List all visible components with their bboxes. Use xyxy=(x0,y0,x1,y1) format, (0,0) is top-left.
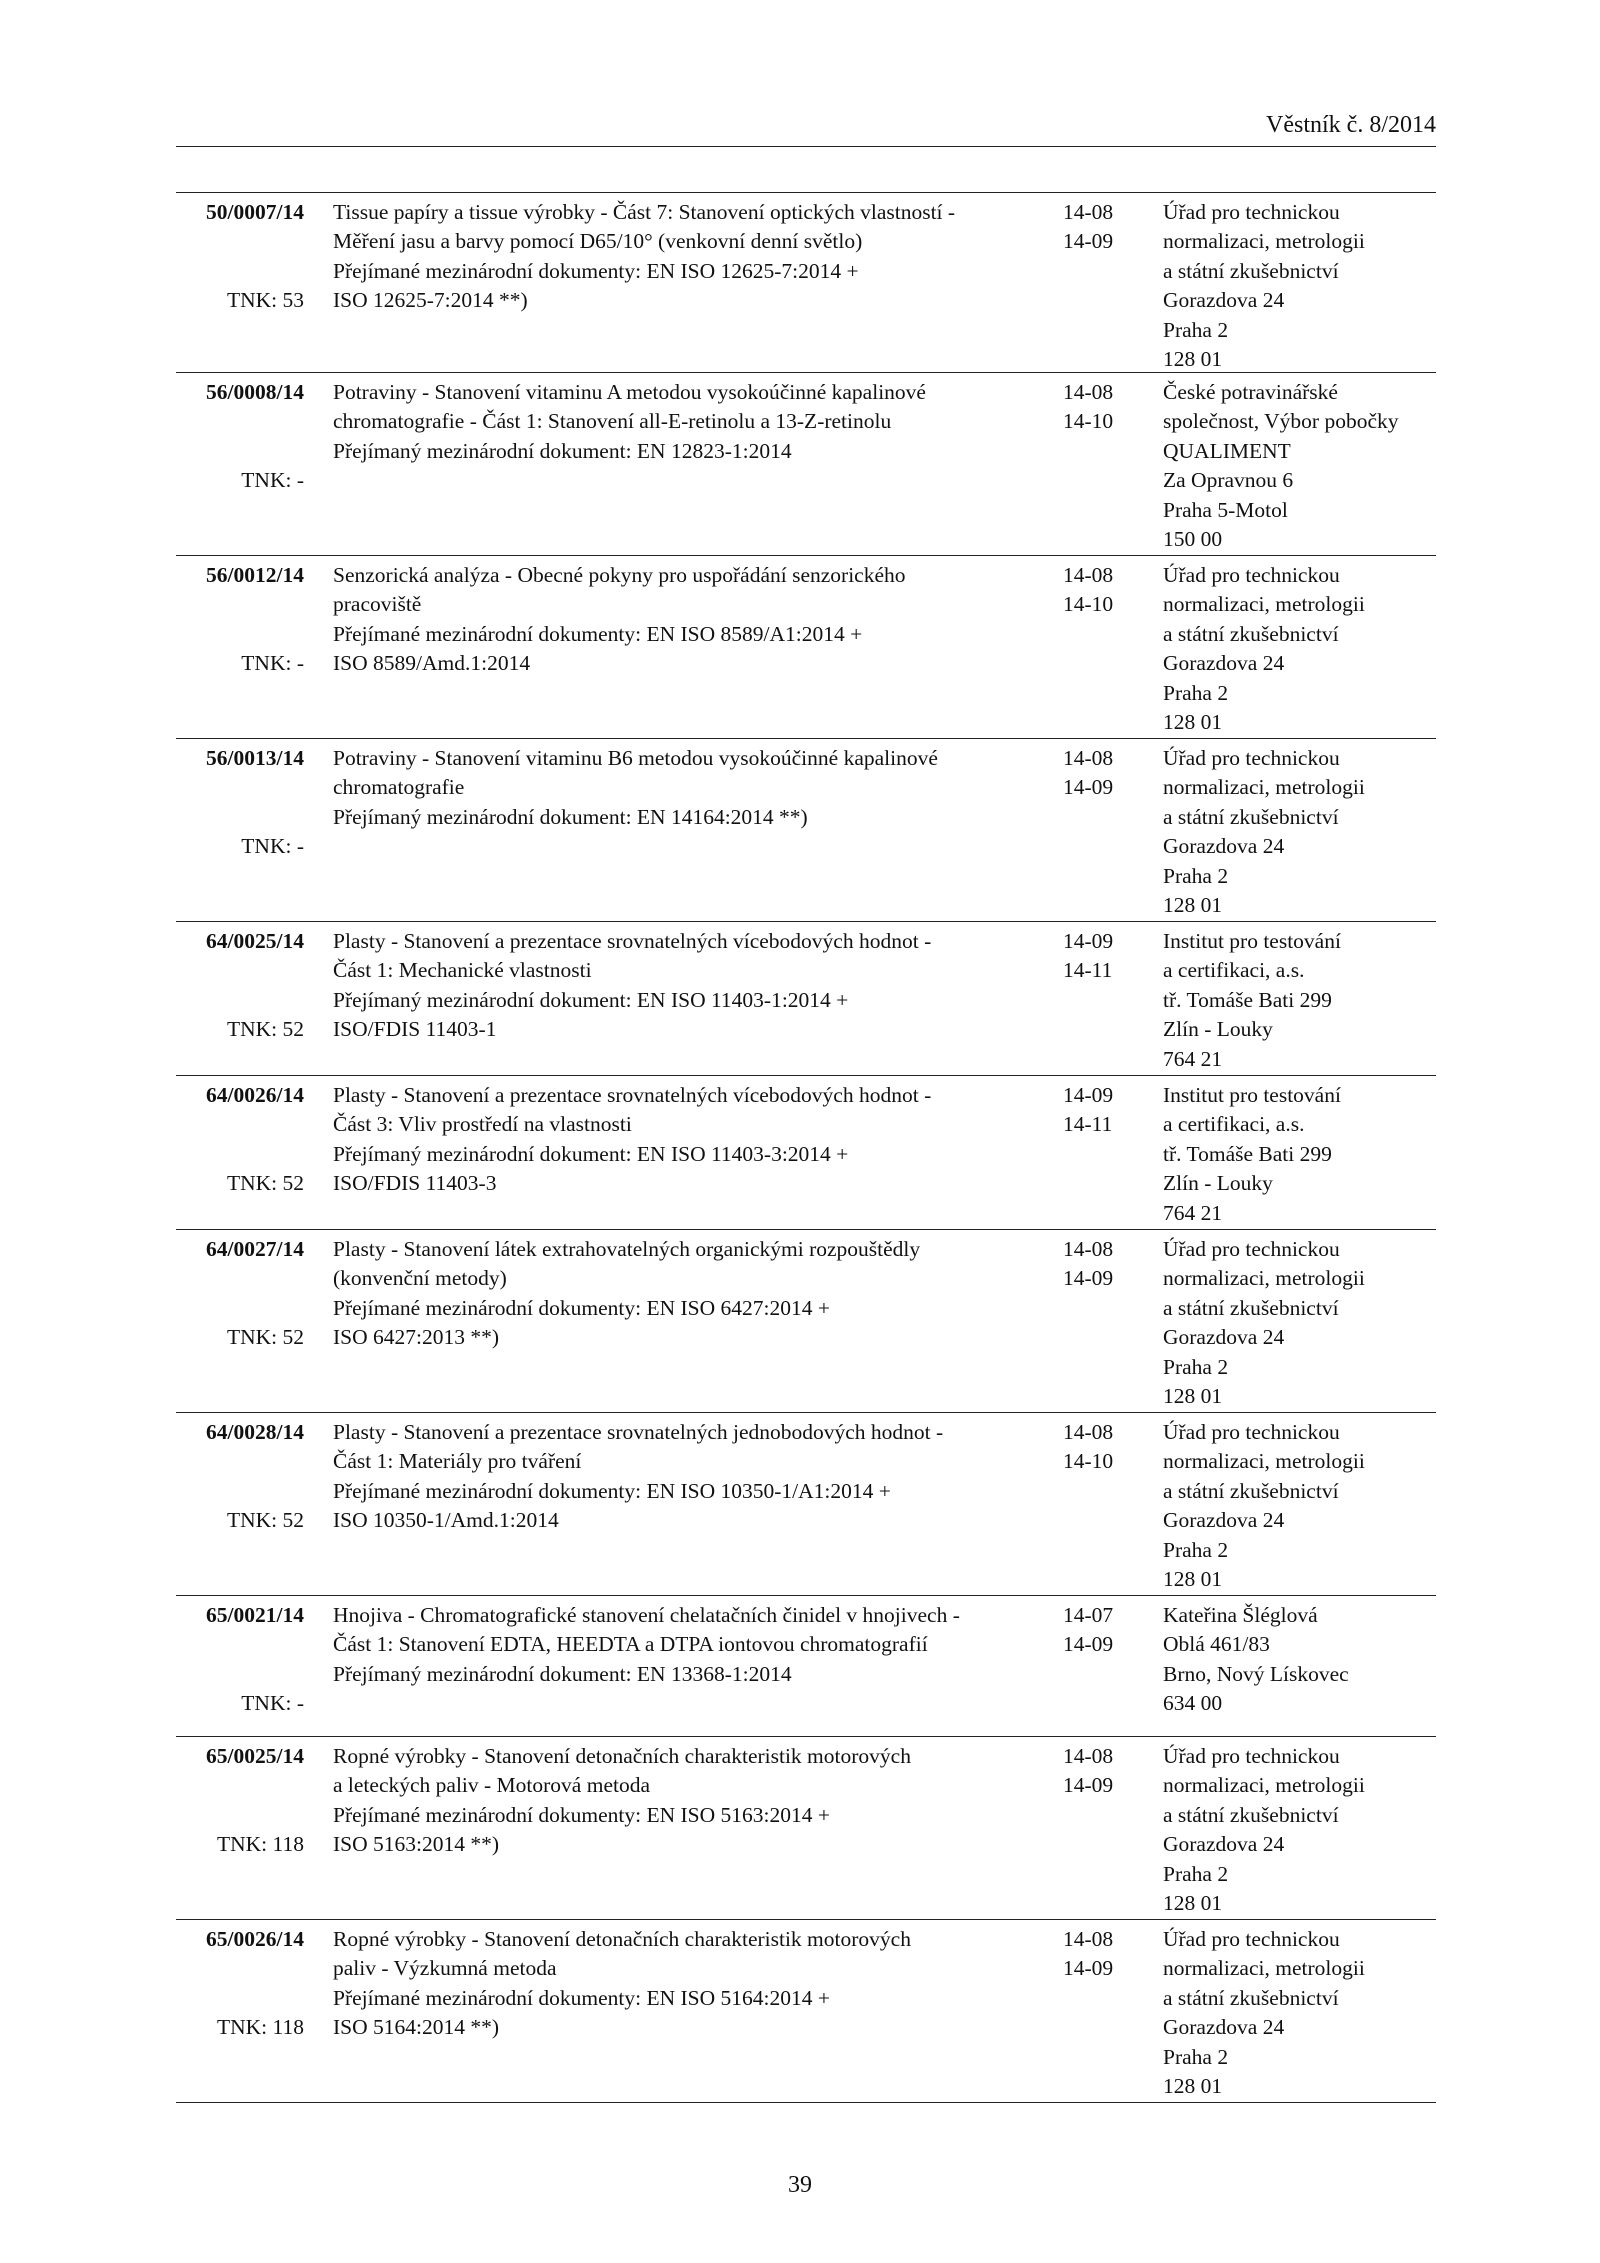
tnk-label: TNK: 118 xyxy=(217,2015,304,2040)
norm-dates xyxy=(1063,1925,1153,1984)
description-line: (konvenční metody) xyxy=(333,1266,507,1291)
date-value: 14-09 xyxy=(1063,929,1114,953)
table-row xyxy=(176,1596,1436,1737)
address-line: Zlín - Louky xyxy=(1163,1171,1273,1196)
date-value: 14-11 xyxy=(1063,1112,1113,1137)
norm-code: 50/0007/14 xyxy=(206,200,304,224)
address-line: Praha 2 xyxy=(1163,1861,1229,1886)
tnk-label: TNK: 52 xyxy=(226,1171,304,1196)
processor-address xyxy=(1163,927,1436,1074)
description-line: ISO 8589/Amd.1:2014 xyxy=(333,651,531,676)
description-line: Plasty - Stanovení látek extrahovatelných organickými rozpouštědly xyxy=(333,1237,921,1261)
address-line: normalizaci, metrologii xyxy=(1163,1773,1365,1798)
address-line: Úřad pro technickou xyxy=(1163,746,1340,770)
tnk-label: TNK: 52 xyxy=(226,1508,304,1533)
description-line: paliv - Výzkumná metoda xyxy=(333,1956,557,1981)
description-line: ISO 5163:2014 **) xyxy=(333,1832,500,1857)
address-line: Úřad pro technickou xyxy=(1163,563,1340,587)
description-line: Potraviny - Stanovení vitaminu A metodou vysokoúčinné kapalinové xyxy=(333,380,926,404)
address-line: Úřad pro technickou xyxy=(1163,1237,1340,1261)
norm-dates xyxy=(1063,198,1153,257)
norm-dates xyxy=(1063,1081,1153,1140)
address-line: 150 00 xyxy=(1163,527,1223,552)
norm-description xyxy=(333,927,1033,1045)
processor-address xyxy=(1163,1925,1436,2101)
norm-description xyxy=(333,744,1033,832)
address-line: 128 01 xyxy=(1163,893,1223,918)
address-line: Úřad pro technickou xyxy=(1163,200,1340,224)
norm-description xyxy=(333,1418,1033,1536)
norm-dates xyxy=(1063,1235,1153,1294)
tnk-label: TNK: 52 xyxy=(226,1325,304,1350)
norm-dates xyxy=(1063,561,1153,620)
date-value: 14-08 xyxy=(1063,200,1114,224)
address-line: 128 01 xyxy=(1163,1567,1223,1592)
address-line: normalizaci, metrologii xyxy=(1163,1449,1365,1474)
norm-description xyxy=(333,198,1033,316)
norm-description xyxy=(333,1235,1033,1353)
address-line: Gorazdova 24 xyxy=(1163,1832,1285,1857)
address-line: Gorazdova 24 xyxy=(1163,2015,1285,2040)
table-row xyxy=(176,1076,1436,1230)
address-line: Praha 2 xyxy=(1163,1354,1229,1379)
description-line: ISO/FDIS 11403-1 xyxy=(333,1017,497,1042)
table-row xyxy=(176,1737,1436,1920)
table-row xyxy=(176,1413,1436,1596)
norm-code: 56/0013/14 xyxy=(206,746,304,770)
description-line: Přejímané mezinárodní dokumenty: EN ISO 5163:2014 + xyxy=(333,1802,830,1827)
address-line: a státní zkušebnictví xyxy=(1163,621,1339,646)
norm-code: 64/0025/14 xyxy=(206,929,304,953)
description-line: Přejímaný mezinárodní dokument: EN ISO 11403-3:2014 + xyxy=(333,1141,849,1166)
address-line: 128 01 xyxy=(1163,1891,1223,1916)
description-line: chromatografie - Část 1: Stanovení all-E-retinolu a 13-Z-retinolu xyxy=(333,409,892,434)
address-line: a státní zkušebnictví xyxy=(1163,1295,1339,1320)
tnk-label: TNK: - xyxy=(241,1691,304,1716)
description-line: Senzorická analýza - Obecné pokyny pro uspořádání senzorického xyxy=(333,563,906,587)
norm-code: 56/0008/14 xyxy=(206,380,304,404)
address-line: a certifikaci, a.s. xyxy=(1163,1112,1305,1137)
description-line: Potraviny - Stanovení vitaminu B6 metodou vysokoúčinné kapalinové xyxy=(333,746,938,770)
processor-address xyxy=(1163,1601,1436,1719)
date-value: 14-08 xyxy=(1063,380,1114,404)
processor-address xyxy=(1163,1418,1436,1594)
address-line: Úřad pro technickou xyxy=(1163,1744,1340,1768)
tnk-label: TNK: 53 xyxy=(226,288,304,313)
description-line: Část 1: Stanovení EDTA, HEEDTA a DTPA iontovou chromatografií xyxy=(333,1632,928,1657)
description-line: ISO 12625-7:2014 **) xyxy=(333,288,528,313)
description-line: Přejímané mezinárodní dokumenty: EN ISO 12625-7:2014 + xyxy=(333,258,859,283)
address-line: 764 21 xyxy=(1163,1046,1223,1071)
description-line: Část 1: Materiály pro tváření xyxy=(333,1449,582,1474)
date-value: 14-10 xyxy=(1063,1449,1114,1474)
norm-description xyxy=(333,1925,1033,2043)
norm-description xyxy=(333,1081,1033,1199)
address-line: Praha 2 xyxy=(1163,2044,1229,2069)
address-line: 128 01 xyxy=(1163,347,1223,372)
address-line: Gorazdova 24 xyxy=(1163,834,1285,859)
address-line: a státní zkušebnictví xyxy=(1163,1478,1339,1503)
table-row xyxy=(176,373,1436,556)
address-line: normalizaci, metrologii xyxy=(1163,592,1365,617)
date-value: 14-10 xyxy=(1063,409,1114,434)
table-row xyxy=(176,1920,1436,2103)
tnk-label: TNK: - xyxy=(241,468,304,493)
processor-address xyxy=(1163,1081,1436,1228)
description-line: Hnojiva - Chromatografické stanovení chelatačních činidel v hnojivech - xyxy=(333,1603,960,1627)
norm-code: 65/0021/14 xyxy=(206,1603,304,1627)
norm-description xyxy=(333,378,1033,466)
description-line: Část 3: Vliv prostředí na vlastnosti xyxy=(333,1112,632,1137)
page-header-title: Věstník č. 8/2014 xyxy=(1266,112,1436,138)
address-line: a státní zkušebnictví xyxy=(1163,1802,1339,1827)
page-number: 39 xyxy=(788,2172,812,2198)
processor-address xyxy=(1163,378,1436,554)
address-line: 634 00 xyxy=(1163,1691,1223,1716)
norm-description xyxy=(333,1742,1033,1860)
description-line: Přejímané mezinárodní dokumenty: EN ISO 5164:2014 + xyxy=(333,1985,830,2010)
address-line: Institut pro testování xyxy=(1163,929,1341,953)
address-line: Praha 2 xyxy=(1163,863,1229,888)
date-value: 14-08 xyxy=(1063,1420,1114,1444)
description-line: Přejímané mezinárodní dokumenty: EN ISO 8589/A1:2014 + xyxy=(333,621,863,646)
description-line: Měření jasu a barvy pomocí D65/10° (venkovní denní světlo) xyxy=(333,229,863,254)
table-row xyxy=(176,193,1436,373)
date-value: 14-11 xyxy=(1063,958,1113,983)
date-value: 14-09 xyxy=(1063,229,1114,254)
description-line: Plasty - Stanovení a prezentace srovnatelných vícebodových hodnot - xyxy=(333,1083,932,1107)
processor-address xyxy=(1163,1235,1436,1411)
address-line: Praha 2 xyxy=(1163,1537,1229,1562)
processor-address xyxy=(1163,561,1436,737)
description-line: ISO 6427:2013 **) xyxy=(333,1325,500,1350)
description-line: ISO 5164:2014 **) xyxy=(333,2015,500,2040)
date-value: 14-08 xyxy=(1063,563,1114,587)
description-line: Přejímané mezinárodní dokumenty: EN ISO 6427:2014 + xyxy=(333,1295,830,1320)
description-line: pracoviště xyxy=(333,592,422,617)
date-value: 14-09 xyxy=(1063,1773,1114,1798)
description-line: Přejímané mezinárodní dokumenty: EN ISO 10350-1/A1:2014 + xyxy=(333,1478,891,1503)
norm-dates xyxy=(1063,1742,1153,1801)
description-line: Část 1: Mechanické vlastnosti xyxy=(333,958,592,983)
description-line: a leteckých paliv - Motorová metoda xyxy=(333,1773,651,1798)
norm-dates xyxy=(1063,744,1153,803)
date-value: 14-08 xyxy=(1063,1927,1114,1951)
norm-code: 65/0026/14 xyxy=(206,1927,304,1951)
address-line: a státní zkušebnictví xyxy=(1163,258,1339,283)
description-line: Přejímaný mezinárodní dokument: EN 12823-1:2014 xyxy=(333,438,792,463)
address-line: a státní zkušebnictví xyxy=(1163,1985,1339,2010)
norm-code: 64/0028/14 xyxy=(206,1420,304,1444)
address-line: a státní zkušebnictví xyxy=(1163,804,1339,829)
processor-address xyxy=(1163,1742,1436,1918)
table-row xyxy=(176,1230,1436,1413)
address-line: Úřad pro technickou xyxy=(1163,1927,1340,1951)
description-line: Ropné výrobky - Stanovení detonačních charakteristik motorových xyxy=(333,1744,911,1768)
date-value: 14-07 xyxy=(1063,1603,1114,1627)
norm-description xyxy=(333,561,1033,679)
address-line: normalizaci, metrologii xyxy=(1163,775,1365,800)
header-divider xyxy=(176,146,1436,147)
processor-address xyxy=(1163,198,1436,374)
norm-dates xyxy=(1063,378,1153,437)
description-line: Přejímaný mezinárodní dokument: EN 14164:2014 **) xyxy=(333,804,808,829)
description-line: ISO/FDIS 11403-3 xyxy=(333,1171,497,1196)
address-line: Gorazdova 24 xyxy=(1163,1508,1285,1533)
table-row xyxy=(176,739,1436,922)
tnk-label: TNK: 118 xyxy=(217,1832,304,1857)
description-line: Přejímaný mezinárodní dokument: EN ISO 11403-1:2014 + xyxy=(333,987,849,1012)
address-line: Zlín - Louky xyxy=(1163,1017,1273,1042)
date-value: 14-09 xyxy=(1063,1266,1114,1291)
address-line: normalizaci, metrologii xyxy=(1163,229,1365,254)
norm-code: 64/0026/14 xyxy=(206,1083,304,1107)
standards-table xyxy=(176,192,1436,2103)
date-value: 14-08 xyxy=(1063,1237,1114,1261)
address-line: tř. Tomáše Bati 299 xyxy=(1163,987,1332,1012)
date-value: 14-08 xyxy=(1063,746,1114,770)
address-line: 128 01 xyxy=(1163,1384,1223,1409)
address-line: 128 01 xyxy=(1163,2074,1223,2099)
tnk-label: TNK: - xyxy=(241,651,304,676)
date-value: 14-09 xyxy=(1063,1083,1114,1107)
address-line: a certifikaci, a.s. xyxy=(1163,958,1305,983)
address-line: normalizaci, metrologii xyxy=(1163,1956,1365,1981)
norm-dates xyxy=(1063,1418,1153,1477)
address-line: Gorazdova 24 xyxy=(1163,288,1285,313)
norm-code: 65/0025/14 xyxy=(206,1744,304,1768)
address-line: normalizaci, metrologii xyxy=(1163,1266,1365,1291)
norm-code: 56/0012/14 xyxy=(206,563,304,587)
table-row xyxy=(176,556,1436,739)
address-line: Praha 5-Motol xyxy=(1163,497,1288,522)
norm-dates xyxy=(1063,927,1153,986)
address-line: Praha 2 xyxy=(1163,680,1229,705)
address-line: Oblá 461/83 xyxy=(1163,1632,1270,1657)
description-line: ISO 10350-1/Amd.1:2014 xyxy=(333,1508,559,1533)
address-line: tř. Tomáše Bati 299 xyxy=(1163,1141,1332,1166)
description-line: chromatografie xyxy=(333,775,465,800)
date-value: 14-09 xyxy=(1063,1956,1114,1981)
norm-code: 64/0027/14 xyxy=(206,1237,304,1261)
date-value: 14-09 xyxy=(1063,1632,1114,1657)
description-line: Přejímaný mezinárodní dokument: EN 13368-1:2014 xyxy=(333,1661,792,1686)
date-value: 14-09 xyxy=(1063,775,1114,800)
address-line: Úřad pro technickou xyxy=(1163,1420,1340,1444)
date-value: 14-08 xyxy=(1063,1744,1114,1768)
address-line: 128 01 xyxy=(1163,710,1223,735)
tnk-label: TNK: - xyxy=(241,834,304,859)
address-line: QUALIMENT xyxy=(1163,438,1291,463)
description-line: Plasty - Stanovení a prezentace srovnatelných jednobodových hodnot - xyxy=(333,1420,944,1444)
norm-description xyxy=(333,1601,1033,1689)
description-line: Ropné výrobky - Stanovení detonačních charakteristik motorových xyxy=(333,1927,911,1951)
address-line: Kateřina Šléglová xyxy=(1163,1603,1318,1627)
tnk-label: TNK: 52 xyxy=(226,1017,304,1042)
address-line: společnost, Výbor pobočky xyxy=(1163,409,1399,434)
address-line: Gorazdova 24 xyxy=(1163,1325,1285,1350)
table-row xyxy=(176,922,1436,1076)
address-line: České potravinářské xyxy=(1163,380,1338,404)
address-line: Institut pro testování xyxy=(1163,1083,1341,1107)
norm-dates xyxy=(1063,1601,1153,1660)
address-line: Gorazdova 24 xyxy=(1163,651,1285,676)
date-value: 14-10 xyxy=(1063,592,1114,617)
address-line: Brno, Nový Lískovec xyxy=(1163,1661,1349,1686)
address-line: 764 21 xyxy=(1163,1200,1223,1225)
description-line: Plasty - Stanovení a prezentace srovnatelných vícebodových hodnot - xyxy=(333,929,932,953)
description-line: Tissue papíry a tissue výrobky - Část 7: Stanovení optických vlastností - xyxy=(333,200,956,224)
processor-address xyxy=(1163,744,1436,920)
address-line: Za Opravnou 6 xyxy=(1163,468,1294,493)
address-line: Praha 2 xyxy=(1163,317,1229,342)
